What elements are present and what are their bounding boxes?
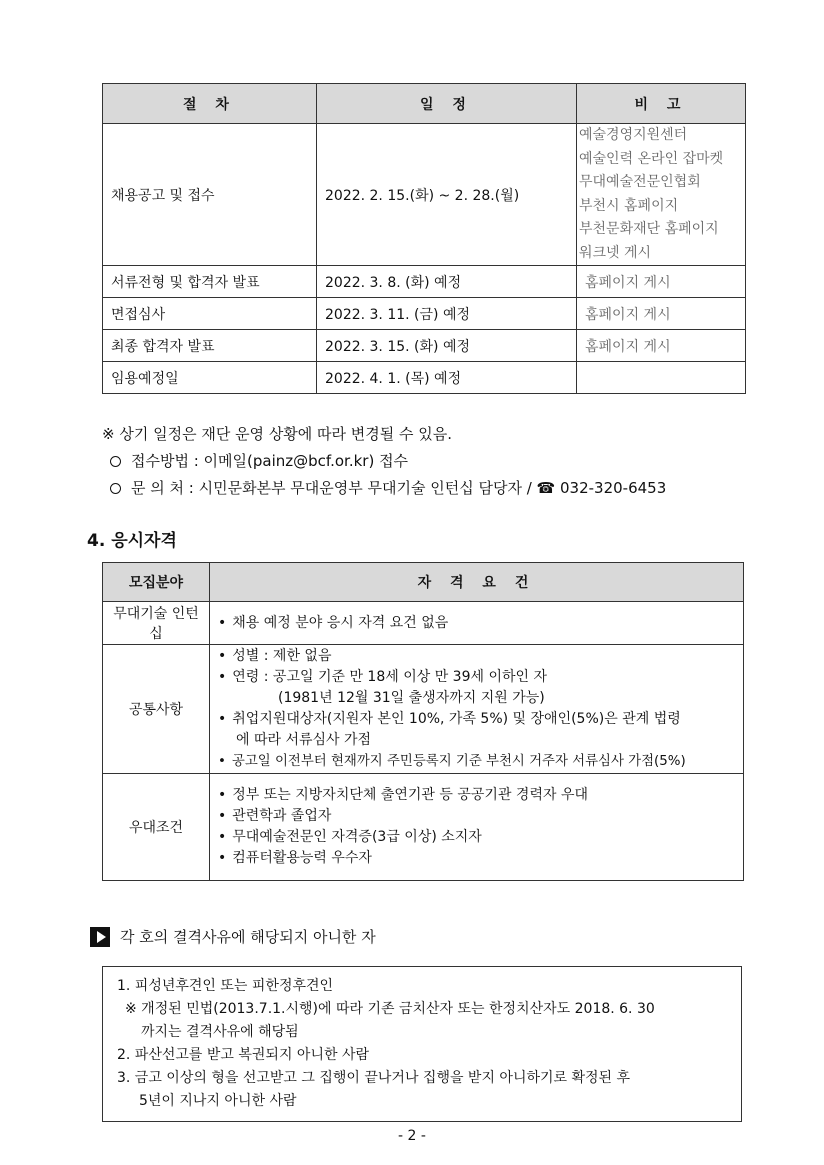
page-number: - 2 - [398,1128,426,1144]
qual-requirements [210,774,744,881]
note-line: 부천시 홈페이지 [579,197,679,214]
qual-category: 무대기술 인턴십 [103,602,210,645]
disq-line: ※ 개정된 민법(2013.7.1.시행)에 따라 기존 금치산자 또는 한정치산자도 2018. 6. 30 [125,1001,655,1017]
disq-line: 1. 피성년후견인 또는 피한정후견인 [117,978,334,994]
qual-header-category: 모집분야 [103,563,210,602]
schedule-step: 면접심사 [103,298,317,330]
qual-header-requirements: 자 격 요 건 [210,563,744,602]
schedule-header-step: 절 차 [103,84,317,124]
schedule-note [577,124,746,266]
table-row [103,330,746,362]
table-row [103,774,744,881]
table-row [103,266,746,298]
note-line: 워크넷 게시 [579,244,652,261]
schedule-date: 2022. 4. 1. (목) 예정 [317,362,577,394]
schedule-step: 최종 합격자 발표 [103,330,317,362]
table-row [103,124,746,266]
schedule-note: 홈페이지 게시 [577,298,746,330]
contact-line [110,477,666,498]
note-line: 무대예술전문인협회 [579,174,701,190]
schedule-note [577,362,746,394]
section-title: 4. 응시자격 [87,531,177,551]
disqualification-heading [90,926,376,947]
schedule-step: 서류전형 및 합격자 발표 [103,266,317,298]
disqualification-box [102,966,742,1122]
apply-method-line [110,450,408,471]
apply-method-text: 접수방법 : 이메일(painz@bcf.or.kr) 접수 [131,452,409,470]
schedule-date: 2022. 3. 15. (화) 예정 [317,330,577,362]
list-item: • 취업지원대상자(지원자 본인 10%, 가족 5%) 및 장애인(5%)은 관계 법령 [218,709,735,730]
qualification-table [102,562,744,881]
disq-line: 3. 금고 이상의 형을 선고받고 그 집행이 끝나거나 집행을 받지 아니하기로 확정된 후 [117,1070,631,1086]
schedule-table [102,83,746,394]
list-item: • 관련학과 졸업자 [218,806,735,827]
list-item: • 정부 또는 지방자치단체 출연기관 등 공공기관 경력자 우대 [218,785,735,806]
table-row [103,602,744,645]
table-row [103,298,746,330]
arrow-right-icon [90,927,110,947]
schedule-step: 채용공고 및 접수 [103,124,317,266]
schedule-header-note: 비 고 [577,84,746,124]
schedule-header-date: 일 정 [317,84,577,124]
qual-category: 공통사항 [103,645,210,774]
disq-line: 5년이 지나지 아니한 사람 [139,1093,297,1109]
contact-text: 문 의 처 : 시민문화본부 무대운영부 무대기술 인턴십 담당자 / ☎ 032-320-6453 [131,479,667,497]
list-item: 에 따라 서류심사 가점 [236,732,372,748]
list-item: • 성별 : 제한 없음 [218,646,735,667]
table-row [103,362,746,394]
list-item: • 연령 : 공고일 기준 만 18세 이상 만 39세 이하인 자 [218,667,735,688]
list-item: • 공고일 이전부터 현재까지 주민등록지 기준 부천시 거주자 서류심사 가점(5%) [218,751,735,772]
schedule-note: 홈페이지 게시 [577,266,746,298]
note-line: 예술인력 온라인 잡마켓 [579,150,724,167]
circle-bullet-icon [110,456,121,467]
schedule-note: 홈페이지 게시 [577,330,746,362]
table-row [103,645,744,774]
qual-category: 우대조건 [103,774,210,881]
list-item: • 컴퓨터활용능력 우수자 [218,848,735,869]
schedule-date: 2022. 3. 11. (금) 예정 [317,298,577,330]
list-item: (1981년 12월 31일 출생자까지 지원 가능) [278,690,545,706]
disq-line: 2. 파산선고를 받고 복권되지 아니한 사람 [117,1047,369,1063]
qual-requirements [210,645,744,774]
list-item: • 채용 예정 분야 응시 자격 요건 없음 [218,613,735,634]
schedule-step: 임용예정일 [103,362,317,394]
qual-requirements [210,602,744,645]
schedule-date: 2022. 3. 8. (화) 예정 [317,266,577,298]
disqualification-heading-text: 각 호의 결격사유에 해당되지 아니한 자 [120,928,376,946]
circle-bullet-icon [110,483,121,494]
list-item: • 무대예술전문인 자격증(3급 이상) 소지자 [218,827,735,848]
schedule-date: 2022. 2. 15.(화) ~ 2. 28.(월) [317,124,577,266]
note-line: 부천문화재단 홈페이지 [579,221,719,237]
schedule-change-note: ※ 상기 일정은 재단 운영 상황에 따라 변경될 수 있음. [102,425,453,443]
disq-line: 까지는 결격사유에 해당됨 [141,1024,299,1040]
note-line: 예술경영지원센터 [579,127,688,143]
